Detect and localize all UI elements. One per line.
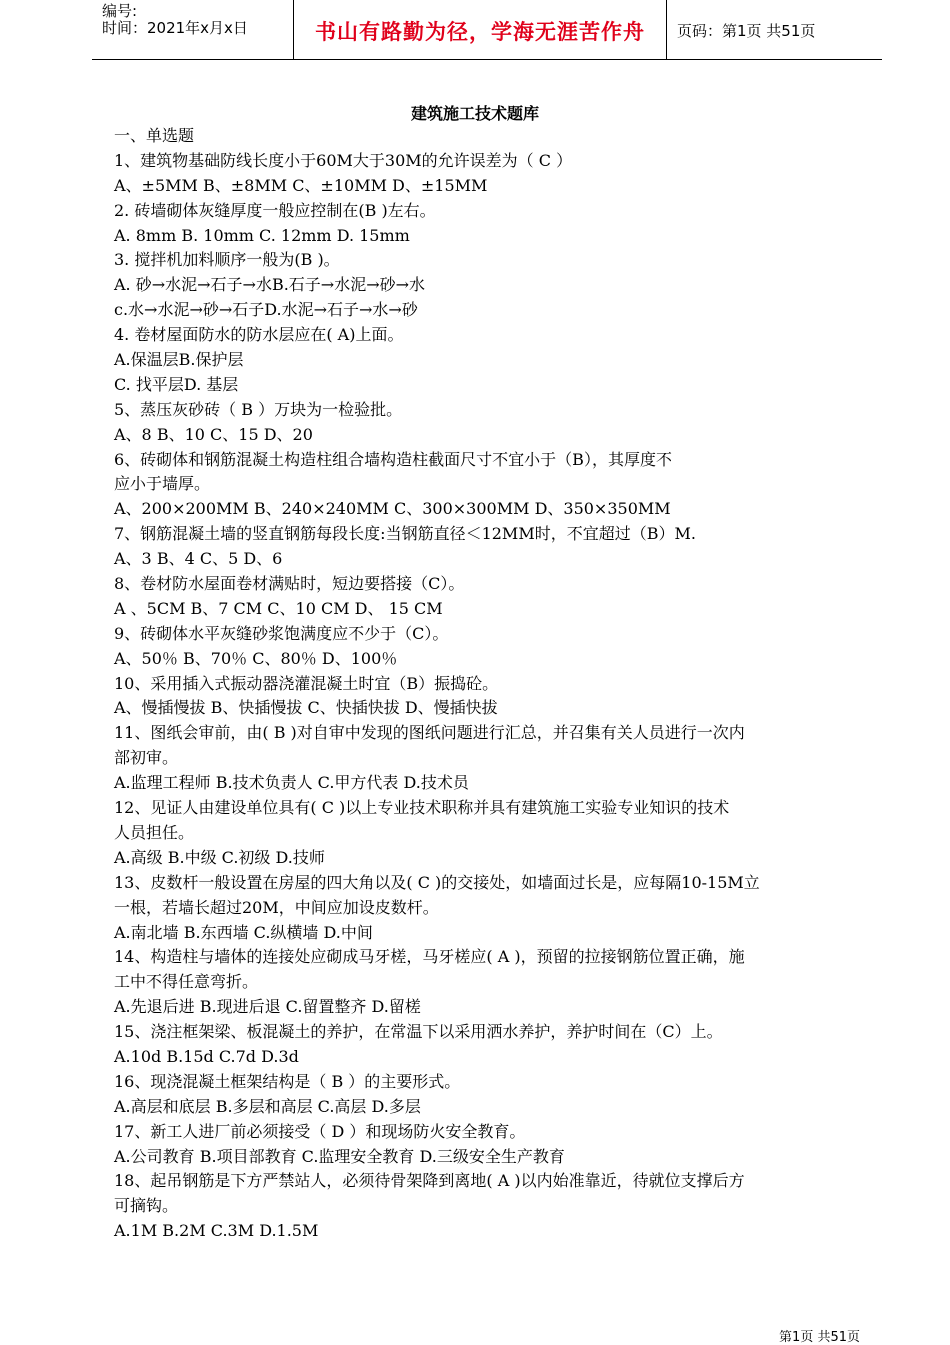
text-line: 3. 搅拌机加料顺序一般为(B )。 [114, 250, 340, 270]
text-line: 12、见证人由建设单位具有( C )以上专业技术职称并具有建筑施工实验专业知识的技术 [114, 798, 730, 818]
text-line: 13、皮数杆一般设置在房屋的四大角以及( C )的交接处，如墙面过长是，应每隔10-15M立 [114, 872, 760, 892]
text-line: A、±5MM B、±8MM C、±10MM D、±15MM [114, 175, 488, 195]
document-number-label: 编号: [102, 2, 138, 20]
text-line: 5、蒸压灰砂砖（ B ）万块为一检验批。 [114, 399, 403, 419]
text-line: 16、现浇混凝土框架结构是（ B ）的主要形式。 [114, 1071, 461, 1091]
text-line: A.10d B.15d C.7d D.3d [114, 1046, 299, 1066]
text-line: A.南北墙 B.东西墙 C.纵横墙 D.中间 [114, 922, 373, 942]
text-line: A、8 B、10 C、15 D、20 [114, 424, 313, 444]
text-line: A.高层和底层 B.多层和高层 C.高层 D.多层 [114, 1096, 421, 1116]
text-line: A 、5CM B、7 CM C、10 CM D、 15 CM [114, 598, 443, 618]
header-page-info: 页码：第1页 共51页 [677, 22, 816, 40]
text-line: 6、砖砌体和钢筋混凝土构造柱组合墙构造柱截面尺寸不宜小于（B），其厚度不 [114, 449, 672, 469]
text-line: A.1M B.2M C.3M D.1.5M [114, 1221, 319, 1241]
header-motto-cell [293, 0, 667, 60]
text-line: 一根，若墙长超过20M，中间应加设皮数杆。 [114, 897, 439, 917]
text-line: 人员担任。 [114, 822, 195, 842]
text-line: 7、钢筋混凝土墙的竖直钢筋每段长度:当钢筋直径＜12MM时，不宜超过（B）M. [114, 524, 696, 544]
text-line: A.先退后进 B.现进后退 C.留置整齐 D.留槎 [114, 997, 421, 1017]
text-line: 10、采用插入式振动器浇灌混凝土时宜（B）振捣砼。 [114, 673, 499, 693]
header-motto: 书山有路勤为径，学海无涯苦作舟 [315, 20, 645, 44]
text-line: A、50％ B、70％ C、80％ D、100％ [114, 648, 398, 668]
text-line: 17、新工人进厂前必须接受（ D ）和现场防火安全教育。 [114, 1121, 526, 1141]
text-line: 11、图纸会审前，由( B )对自审中发现的图纸问题进行汇总，并召集有关人员进行一次内 [114, 723, 745, 743]
text-line: 一、单选题 [114, 126, 195, 145]
text-line: A、慢插慢拔 B、快插慢拔 C、快插快拔 D、慢插快拔 [114, 698, 498, 718]
text-line: 可摘钩。 [114, 1196, 179, 1216]
document-body [114, 124, 864, 1244]
text-line: 部初审。 [114, 748, 179, 768]
document-title: 建筑施工技术题库 [410, 104, 539, 123]
text-line: c.水→水泥→砂→石子D.水泥→石子→水→砂 [114, 300, 418, 320]
text-line: 1、建筑物基础防线长度小于60M大于30M的允许误差为（ C ） [114, 150, 573, 170]
text-line: 4. 卷材屋面防水的防水层应在( A)上面。 [114, 325, 404, 345]
text-line: A、3 B、4 C、5 D、6 [114, 549, 283, 569]
text-line: 2. 砖墙砌体灰缝厚度一般应控制在(B )左右。 [114, 200, 436, 220]
text-line: 工中不得任意弯折。 [114, 972, 259, 992]
text-line: 15、浇注框架梁、板混凝土的养护，在常温下以采用洒水养护，养护时间在（C）上。 [114, 1022, 723, 1042]
text-line: A.保温层B.保护层 [114, 350, 244, 370]
text-line: 8、卷材防水屋面卷材满贴时，短边要搭接（C）。 [114, 574, 465, 594]
text-line: A. 8mm B. 10mm C. 12mm D. 15mm [114, 225, 410, 245]
text-line: A.高级 B.中级 C.初级 D.技师 [114, 847, 325, 867]
text-line: A. 砂→水泥→石子→水B.石子→水泥→砂→水 [114, 275, 426, 295]
text-line: 18、起吊钢筋是下方严禁站人，必须待骨架降到离地( A )以内始准靠近，待就位支撑后方 [114, 1171, 745, 1191]
text-line: A.监理工程师 B.技术负责人 C.甲方代表 D.技术员 [114, 773, 469, 793]
footer-page-info: 第1页 共51页 [779, 1330, 860, 1345]
header-meta-cell [92, 0, 293, 60]
text-line: C. 找平层D. 基层 [114, 374, 239, 394]
page-header [92, 0, 882, 60]
header-page-cell [667, 0, 882, 60]
text-line: 9、砖砌体水平灰缝砂浆饱满度应不少于（C）。 [114, 623, 449, 643]
text-line: 应小于墙厚。 [114, 474, 211, 494]
document-time-label: 时间：2021年x月x日 [102, 19, 248, 37]
text-line: 14、构造柱与墙体的连接处应砌成马牙槎，马牙槎应( A )，预留的拉接钢筋位置正确，施 [114, 947, 745, 967]
text-line: A、200×200MM B、240×240MM C、300×300MM D、350×350MM [114, 499, 671, 519]
text-line: A.公司教育 B.项目部教育 C.监理安全教育 D.三级安全生产教育 [114, 1146, 565, 1166]
